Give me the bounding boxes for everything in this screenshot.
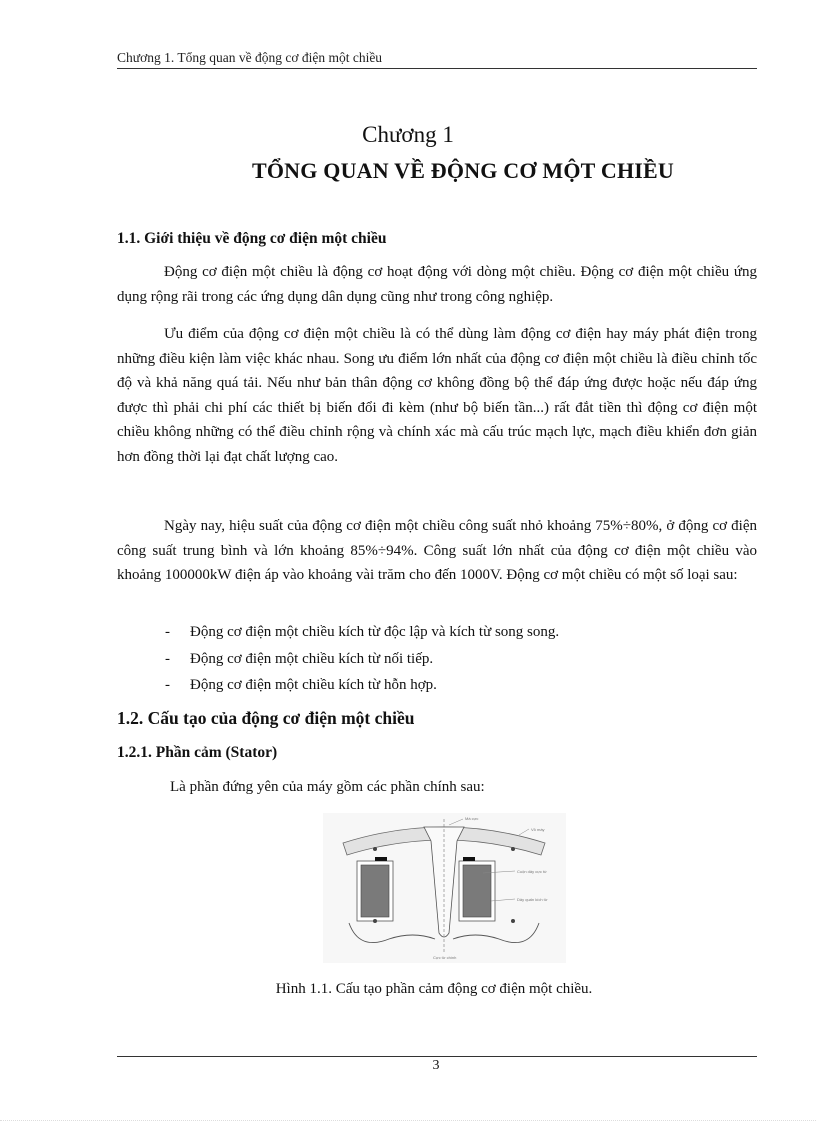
header-divider bbox=[117, 68, 757, 69]
stator-diagram bbox=[323, 813, 566, 963]
bolt bbox=[511, 847, 515, 851]
bolt bbox=[373, 919, 377, 923]
list-item bbox=[165, 651, 433, 668]
label-coil: Cuộn dây cực từ bbox=[517, 869, 547, 874]
paragraph-advantages-text: Ưu điểm của động cơ điện một chiều là có thể dùng làm động cơ điện hay máy phát điện trong những điều kiện làm việc khác nhau. Song ưu điểm lớn nhất của động cơ điện một chiều là điều chỉnh tốc độ và khả năng quá tải. Nếu như bản thân động cơ không đồng bộ thể đáp ứng được hoặc nếu đáp ứng được thì phải chi phí các thiết bị biến đổi đi kèm (như bộ biến tần...) rất đắt tiền thì động cơ điện một chiều không những có thể điều chỉnh rộng và chính xác mà cấu trúc mạch lực, mạch điều khiển đơn giản hơn đồng thời lại đạt chất lượng cao. bbox=[117, 326, 757, 465]
section-heading-1-1: 1.1. Giới thiệu về động cơ điện một chiều bbox=[117, 230, 387, 247]
leader-line bbox=[519, 829, 529, 835]
leader-line bbox=[449, 819, 463, 825]
bolt bbox=[373, 847, 377, 851]
chapter-number: Chương 1 bbox=[362, 122, 454, 147]
paragraph-intro-text: Động cơ điện một chiều là động cơ hoạt động với dòng một chiều. Động cơ điện một chiều ứng dụng rộng rãi trong các ứng dụng dân dụng cũng như trong công nghiệp. bbox=[117, 264, 757, 305]
label-top: Má cực bbox=[465, 816, 479, 821]
left-coil-tab bbox=[375, 857, 387, 861]
footer-divider bbox=[117, 1056, 757, 1057]
list-item-text: Động cơ điện một chiều kích từ độc lập và kích từ song song. bbox=[190, 624, 560, 640]
page-edge bbox=[0, 1120, 816, 1121]
chapter-title: TỔNG QUAN VỀ ĐỘNG CƠ MỘT CHIỀU bbox=[251, 158, 674, 183]
label-yoke: Vỏ máy bbox=[531, 827, 545, 832]
running-title: Chương 1. Tổng quan về động cơ điện một chiều bbox=[117, 50, 383, 65]
section-heading-1-2: 1.2. Cấu tạo của động cơ điện một chiều bbox=[117, 708, 415, 728]
left-coil bbox=[361, 865, 389, 917]
paragraph-efficiency-text: Ngày nay, hiệu suất của động cơ điện một chiều công suất nhỏ khoảng 75%÷80%, ở động cơ điện công suất trung bình và lớn khoảng 85%÷94%. Công suất lớn nhất của động cơ điện một chiều vào khoảng 100000kW điện áp vào khoảng vài trăm cho đến 1000V. Động cơ một chiều có một số loại sau: bbox=[117, 518, 757, 583]
bullet-dash: - bbox=[165, 677, 170, 693]
list-item bbox=[165, 677, 437, 694]
paragraph-advantages bbox=[117, 322, 757, 469]
stator-intro: Là phần đứng yên của máy gồm các phần chính sau: bbox=[170, 779, 485, 795]
left-pole-shoe bbox=[349, 923, 435, 943]
list-item-text: Động cơ điện một chiều kích từ hỗn hợp. bbox=[190, 677, 437, 693]
list-item bbox=[165, 624, 559, 641]
page-number: 3 bbox=[432, 1058, 440, 1073]
label-bottom: Cực từ chính bbox=[433, 955, 457, 960]
right-coil-tab bbox=[463, 857, 475, 861]
paragraph-intro bbox=[117, 260, 757, 309]
label-winding: Dây quấn kích từ bbox=[517, 897, 548, 902]
figure-caption: Hình 1.1. Cấu tạo phần cảm động cơ điện một chiều. bbox=[275, 981, 593, 997]
right-pole-shoe bbox=[453, 923, 539, 943]
list-item-text: Động cơ điện một chiều kích từ nối tiếp. bbox=[190, 651, 434, 667]
paragraph-efficiency bbox=[117, 514, 757, 588]
bullet-dash: - bbox=[165, 651, 170, 667]
subsection-heading-1-2-1: 1.2.1. Phần cảm (Stator) bbox=[117, 744, 278, 761]
bolt bbox=[511, 919, 515, 923]
bullet-dash: - bbox=[165, 624, 170, 640]
